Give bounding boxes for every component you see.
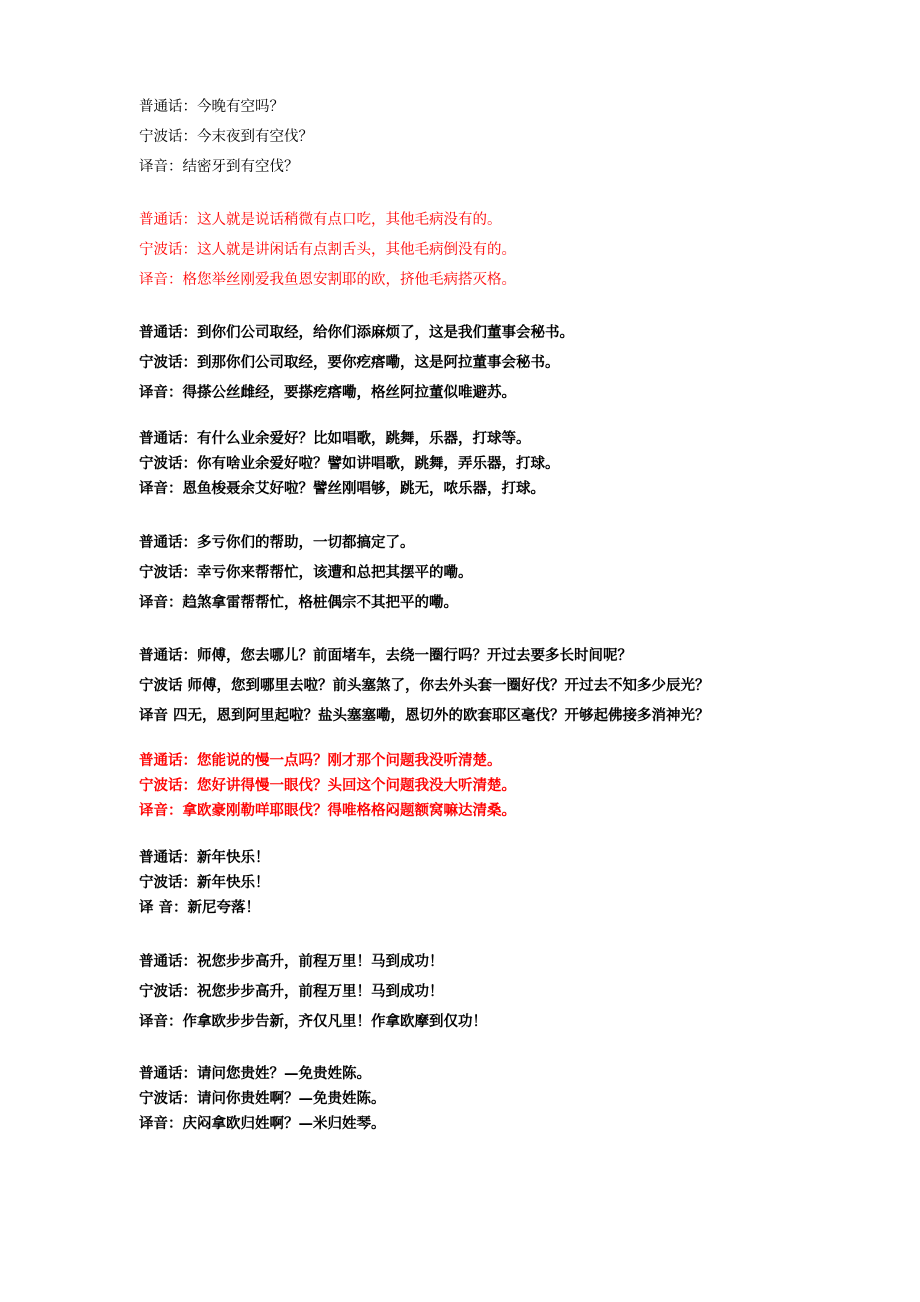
transliteration-line: 译音：拿欧豪刚勒咩耶眼伐？得唯格格闷题额窝嘛达清桑。 — [139, 802, 516, 819]
transliteration-line: 译音 四无，恩到阿里起啦？盐头塞塞嘞，恩切外的欧套耶区毫伐？开够起佛接多消神光？ — [139, 707, 710, 724]
transliteration-line: 译音：得搽公丝雌经，要搽疙瘩嘞，格丝阿拉董似唯避苏。 — [139, 384, 516, 401]
mandarin-line: 普通话：师傅，您去哪儿？前面堵车，去绕一圈行吗？开过去要多长时间呢？ — [139, 647, 632, 664]
ningbo-line: 宁波话：祝您步步高升，前程万里！马到成功！ — [139, 983, 444, 1000]
transliteration-line: 译音：作拿欧步步告新，齐仅凡里！作拿欧摩到仅功！ — [139, 1013, 487, 1030]
transliteration-line: 译音：恩鱼梭聂余艾好啦？譬丝刚唱够，跳无，哝乐器，打球。 — [139, 480, 545, 497]
ningbo-line: 宁波话：你有啥业余爱好啦？譬如讲唱歌，跳舞，弄乐器，打球。 — [139, 455, 560, 472]
mandarin-line: 普通话：您能说的慢一点吗？刚才那个问题我没听清楚。 — [139, 752, 502, 769]
ningbo-line: 宁波话：今末夜到有空伐？ — [139, 129, 313, 145]
ningbo-line: 宁波话：新年快乐！ — [139, 874, 270, 891]
mandarin-line: 普通话：有什么业余爱好？比如唱歌，跳舞，乐器，打球等。 — [139, 430, 531, 447]
ningbo-line: 宁波话：幸亏你来帮帮忙，该遭和总把其摆平的嘞。 — [139, 564, 473, 581]
mandarin-line: 普通话：新年快乐！ — [139, 849, 270, 866]
ningbo-line: 宁波话：请问你贵姓啊？—免贵姓陈。 — [139, 1090, 386, 1107]
ningbo-line: 宁波话：这人就是讲闲话有点割舌头，其他毛病倒没有的。 — [139, 242, 516, 258]
mandarin-line: 普通话：请问您贵姓？—免贵姓陈。 — [139, 1065, 371, 1082]
mandarin-line: 普通话：多亏你们的帮助，一切都搞定了。 — [139, 534, 415, 551]
transliteration-line: 译音：庆闷拿欧归姓啊？—米归姓琴。 — [139, 1115, 386, 1132]
ningbo-line: 宁波话 师傅，您到哪里去啦？前头塞煞了，你去外头套一圈好伐？开过去不知多少辰光？ — [139, 677, 710, 694]
transliteration-line: 译 音：新尼夸落！ — [139, 899, 261, 916]
mandarin-line: 普通话：到你们公司取经，给你们添麻烦了，这是我们董事会秘书。 — [139, 324, 574, 341]
mandarin-line: 普通话：这人就是说话稍微有点口吃，其他毛病没有的。 — [139, 212, 502, 228]
transliteration-line: 译音：结密牙到有空伐？ — [139, 159, 299, 175]
mandarin-line: 普通话：祝您步步高升，前程万里！马到成功！ — [139, 953, 444, 970]
ningbo-line: 宁波话：到那你们公司取经，要你疙瘩嘞，这是阿拉董事会秘书。 — [139, 354, 560, 371]
transliteration-line: 译音：趋煞拿雷帮帮忙，格桩偶宗不其把平的嘞。 — [139, 594, 458, 611]
mandarin-line: 普通话：今晚有空吗？ — [139, 99, 284, 115]
ningbo-line: 宁波话：您好讲得慢一眼伐？头回这个问题我没大听清楚。 — [139, 777, 516, 794]
transliteration-line: 译音：格您举丝刚爱我鱼恩安割耶的欧，挤他毛病搭灭格。 — [139, 272, 516, 288]
